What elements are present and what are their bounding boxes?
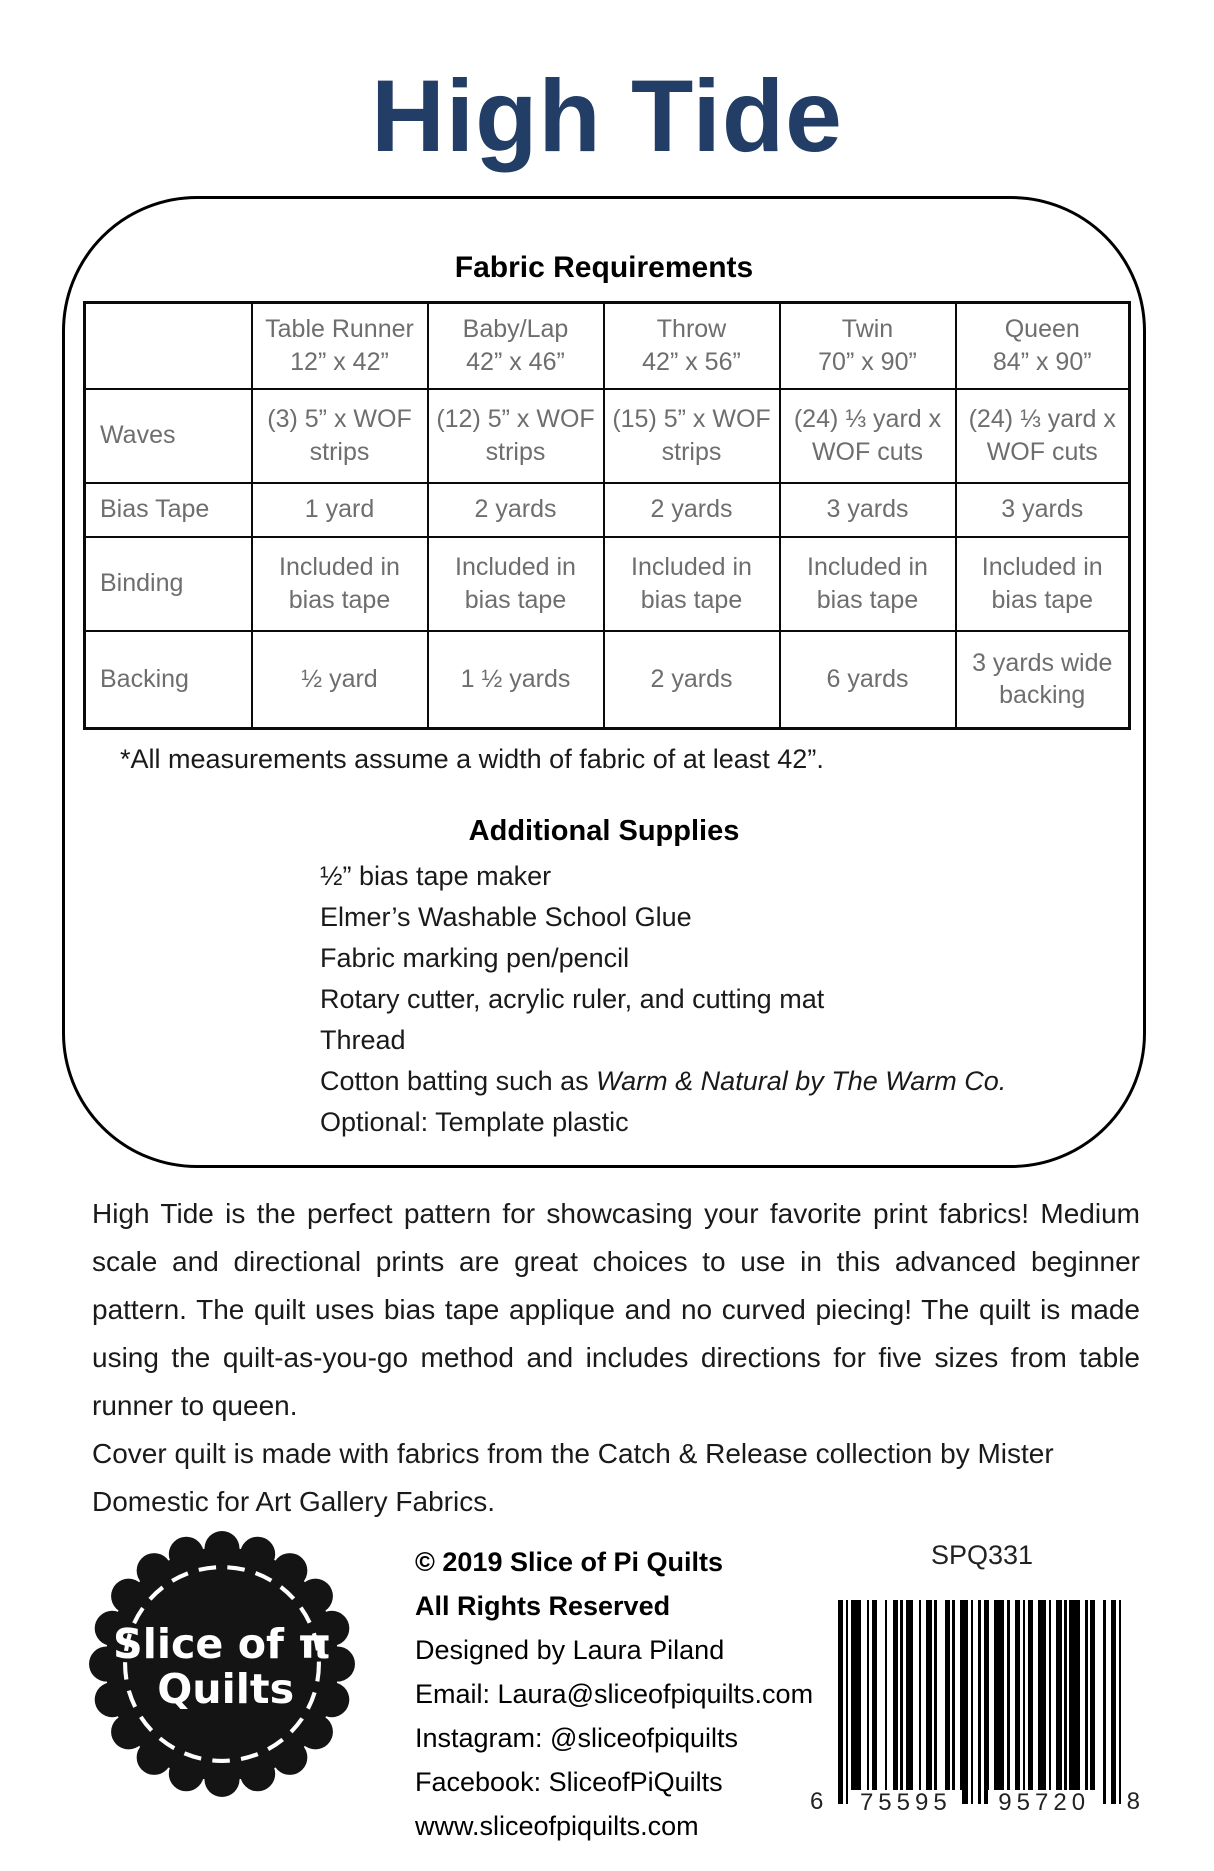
table-cell: Included in bias tape — [252, 537, 428, 631]
facebook-line: Facebook: SliceofPiQuilts — [415, 1767, 723, 1797]
barcode-bar — [952, 1600, 955, 1804]
measurements-footnote: *All measurements assume a width of fabric of at least 42”. — [120, 744, 824, 774]
table-cell: Included in bias tape — [428, 537, 604, 631]
table-cell: ½ yard — [252, 631, 428, 729]
column-size: 42” x 56” — [642, 347, 741, 376]
supply-item — [320, 979, 1143, 1020]
barcode-bar — [1049, 1600, 1052, 1804]
email-line: Email: Laura@sliceofpiquilts.com — [415, 1679, 814, 1709]
logo-text-line2: Quilts — [157, 1665, 295, 1714]
column-name: Table Runner — [265, 315, 414, 344]
column-name: Throw — [656, 315, 727, 344]
table-cell: (15) 5” x WOF strips — [604, 389, 780, 483]
barcode-bar — [1056, 1600, 1061, 1804]
barcode-bar — [1038, 1600, 1046, 1804]
barcode-bar — [1069, 1600, 1079, 1804]
supply-text: Rotary cutter, acrylic ruler, and cutting mat — [320, 984, 825, 1014]
table-cell: Included in bias tape — [604, 537, 780, 631]
corner-cell — [85, 303, 252, 389]
barcode-bar — [1119, 1600, 1122, 1804]
supply-text: Fabric marking pen/pencil — [320, 943, 630, 973]
table-cell: Included in bias tape — [780, 537, 956, 631]
barcode-bar — [984, 1600, 989, 1804]
supply-item — [320, 1102, 1143, 1143]
slice-of-pi-logo-icon — [88, 1530, 356, 1798]
barcode-bar — [994, 1600, 1004, 1804]
column-header — [252, 303, 428, 389]
designer-line: Designed by Laura Piland — [415, 1635, 725, 1665]
table-cell: 6 yards — [780, 631, 956, 729]
barcode-bar — [906, 1600, 914, 1804]
barcode-bar — [1064, 1600, 1067, 1804]
instagram-line: Instagram: @sliceofpiquilts — [415, 1723, 739, 1753]
website-line: www.sliceofpiquilts.com — [415, 1811, 699, 1841]
rights-line: All Rights Reserved — [415, 1591, 671, 1621]
fabric-requirements-table — [83, 301, 1131, 730]
supplies-list — [320, 856, 1143, 1143]
publisher-info — [415, 1540, 813, 1848]
cover-quilt-paragraph: Cover quilt is made with fabrics from the Catch & Release collection by Mister Domestic for Art Gallery Fabrics. — [92, 1438, 1054, 1517]
barcode-bar — [978, 1600, 981, 1804]
supply-text-italic: Warm & Natural by The Warm Co. — [596, 1066, 1007, 1096]
barcode-bar — [1111, 1600, 1116, 1804]
barcode-bar — [1007, 1600, 1010, 1804]
barcode-bars — [838, 1600, 1122, 1804]
barcode-bar — [1103, 1600, 1106, 1804]
barcode-bar — [885, 1600, 888, 1804]
table-cell: 3 yards wide backing — [956, 631, 1130, 729]
supply-text: ½” bias tape maker — [320, 861, 552, 891]
barcode-digit-first: 6 — [810, 1788, 824, 1815]
column-header — [604, 303, 780, 389]
table-cell: 1 yard — [252, 483, 428, 537]
table-cell: 3 yards — [780, 483, 956, 537]
barcode-digit-group2: 95720 — [988, 1790, 1100, 1816]
barcode-bar — [945, 1600, 950, 1804]
barcode-bar — [1085, 1600, 1088, 1804]
table-row — [85, 389, 1130, 483]
supply-text: Elmer’s Washable School Glue — [320, 902, 692, 932]
column-header — [780, 303, 956, 389]
barcode-digit-last: 8 — [1126, 1788, 1140, 1815]
barcode-bar — [960, 1600, 968, 1804]
barcode-bar — [872, 1600, 877, 1804]
table-cell: (3) 5” x WOF strips — [252, 389, 428, 483]
barcode-bar — [934, 1600, 937, 1804]
table-cell: (24) ⅓ yard x WOF cuts — [780, 389, 956, 483]
column-size: 84” x 90” — [992, 347, 1092, 376]
table-cell: 3 yards — [956, 483, 1130, 537]
row-label: Bias Tape — [85, 483, 252, 537]
supply-item — [320, 1061, 1143, 1102]
barcode-bar — [1090, 1600, 1095, 1804]
barcode-bar — [971, 1600, 974, 1804]
fabric-requirements-heading: Fabric Requirements — [454, 251, 754, 284]
table-cell: 2 yards — [604, 631, 780, 729]
upc-barcode — [810, 1600, 1140, 1816]
barcode-bar — [919, 1600, 922, 1804]
column-size: 70” x 90” — [818, 347, 917, 376]
column-name: Twin — [841, 315, 894, 344]
row-label: Waves — [85, 389, 252, 483]
supply-item — [320, 938, 1143, 979]
table-cell: 1 ½ yards — [428, 631, 604, 729]
barcode-bar — [1023, 1600, 1026, 1804]
barcode-bar — [838, 1600, 843, 1804]
column-name: Queen — [1004, 315, 1080, 344]
table-cell: Included in bias tape — [956, 537, 1130, 631]
table-row — [85, 483, 1130, 537]
supply-item — [320, 856, 1143, 897]
table-cell: (12) 5” x WOF strips — [428, 389, 604, 483]
supply-text: Thread — [320, 1025, 406, 1055]
barcode-digits — [810, 1788, 1140, 1816]
logo-text-line1: Slice of π — [113, 1619, 331, 1668]
barcode-bar — [900, 1600, 903, 1804]
barcode-bar — [867, 1600, 870, 1804]
barcode-bar — [926, 1600, 931, 1804]
intro-paragraph: High Tide is the perfect pattern for showcasing your favorite print fabrics! Medium scale and directional prints are great choices to use in this advanced beginner pattern. The quilt uses bias tape applique and no curved piecing! The quilt is made using the quilt-as-you-go method and includes directions for five sizes from table runner to queen. — [92, 1198, 1140, 1421]
table-cell: 2 yards — [428, 483, 604, 537]
fabric-requirements-box — [62, 196, 1146, 1168]
supply-item — [320, 897, 1143, 938]
pattern-sku: SPQ331 — [930, 1540, 1034, 1570]
page-title: High Tide — [371, 59, 843, 173]
column-header — [428, 303, 604, 389]
column-header — [956, 303, 1130, 389]
table-cell: (24) ⅓ yard x WOF cuts — [956, 389, 1130, 483]
column-size: 12” x 42” — [290, 347, 389, 376]
copyright-line: © 2019 Slice of Pi Quilts — [415, 1547, 724, 1577]
barcode-bar — [851, 1600, 861, 1804]
supply-text: Optional: Template plastic — [320, 1107, 629, 1137]
barcode-bar — [1015, 1600, 1020, 1804]
row-label: Binding — [85, 537, 252, 631]
additional-supplies-heading: Additional Supplies — [468, 815, 740, 847]
row-label: Backing — [85, 631, 252, 729]
supply-item — [320, 1020, 1143, 1061]
column-name: Baby/Lap — [462, 315, 569, 344]
table-cell: 2 yards — [604, 483, 780, 537]
barcode-bar — [1028, 1600, 1033, 1804]
barcode-bar — [846, 1600, 849, 1804]
barcode-digit-group1: 75595 — [850, 1790, 962, 1816]
barcode-bar — [893, 1600, 898, 1804]
column-size: 42” x 46” — [466, 347, 565, 376]
table-row — [85, 631, 1130, 729]
table-header-row — [85, 303, 1130, 389]
table-row — [85, 537, 1130, 631]
supply-text: Cotton batting such as — [320, 1066, 597, 1096]
